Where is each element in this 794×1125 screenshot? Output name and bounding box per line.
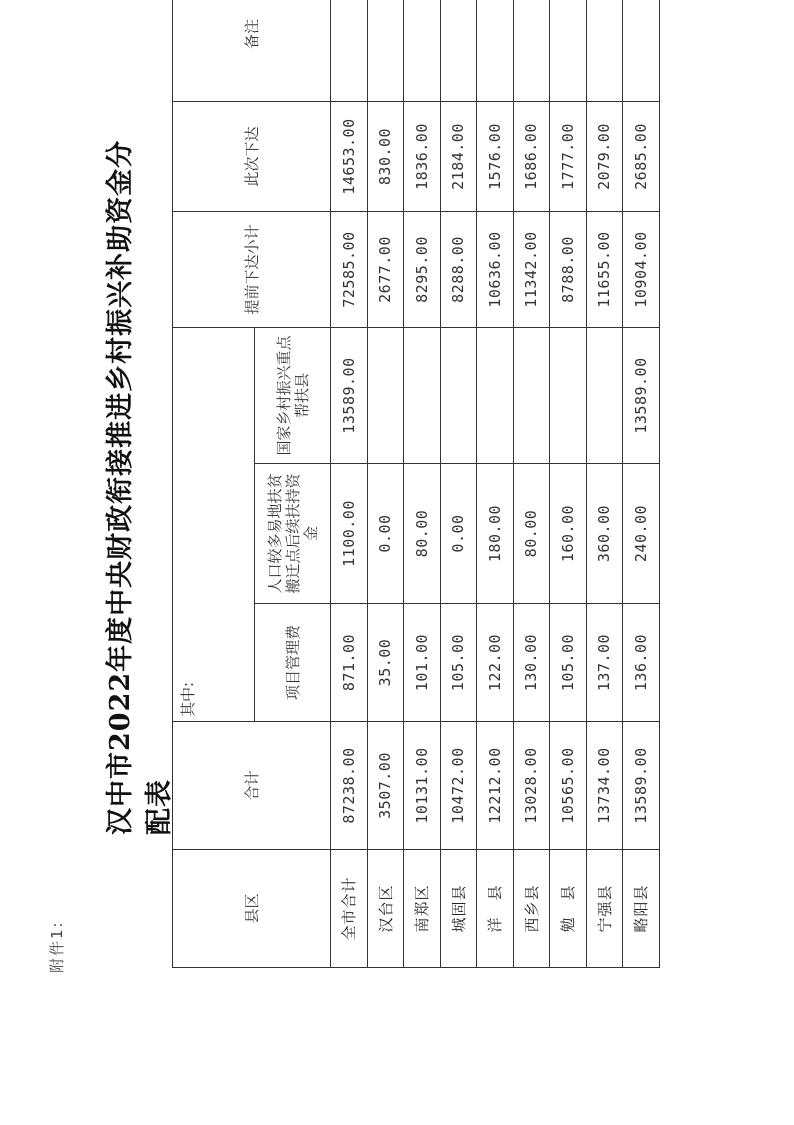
table-row (440, 0, 477, 968)
key-county-cell (513, 328, 550, 464)
remarks-cell (404, 0, 441, 102)
total-cell: 10131.00 (404, 722, 441, 850)
table-row (331, 0, 368, 968)
total-cell: 13028.00 (513, 722, 550, 850)
total-cell: 10472.00 (440, 722, 477, 850)
header-total: 合计 (173, 722, 331, 850)
county-cell: 西乡县 (513, 850, 550, 968)
table-row (550, 0, 587, 968)
table-title: 汉中市2022年度中央财政衔接推进乡村振兴补助资金分配表 (105, 139, 175, 835)
project-mgmt-cell: 105.00 (440, 604, 477, 722)
remarks-cell (623, 0, 660, 102)
key-county-cell (440, 328, 477, 464)
header-advance-subtotal: 提前下达小计 (173, 212, 331, 328)
this-time-cell: 1836.00 (404, 102, 441, 212)
advance-subtotal-cell: 8288.00 (440, 212, 477, 328)
key-county-cell (477, 328, 514, 464)
project-mgmt-cell: 122.00 (477, 604, 514, 722)
county-cell: 略阳县 (623, 850, 660, 968)
header-row-1 (173, 0, 255, 968)
relocation-cell: 0.00 (367, 464, 404, 604)
relocation-cell: 180.00 (477, 464, 514, 604)
this-time-cell: 2184.00 (440, 102, 477, 212)
total-cell: 13589.00 (623, 722, 660, 850)
table-row (404, 0, 441, 968)
project-mgmt-cell: 101.00 (404, 604, 441, 722)
key-county-cell: 13589.00 (331, 328, 368, 464)
key-county-cell (550, 328, 587, 464)
remarks-cell (331, 0, 368, 102)
project-mgmt-cell: 137.00 (586, 604, 623, 722)
remarks-cell (477, 0, 514, 102)
header-project-mgmt: 项目管理费 (255, 604, 331, 722)
advance-subtotal-cell: 8295.00 (404, 212, 441, 328)
county-cell: 全市合计 (331, 850, 368, 968)
county-cell: 南郑区 (404, 850, 441, 968)
this-time-cell: 830.00 (367, 102, 404, 212)
total-cell: 87238.00 (331, 722, 368, 850)
this-time-cell: 14653.00 (331, 102, 368, 212)
advance-subtotal-cell: 2677.00 (367, 212, 404, 328)
county-cell: 洋 县 (477, 850, 514, 968)
table-row (477, 0, 514, 968)
remarks-cell (550, 0, 587, 102)
total-cell: 13734.00 (586, 722, 623, 850)
relocation-cell: 160.00 (550, 464, 587, 604)
project-mgmt-cell: 105.00 (550, 604, 587, 722)
header-this-time: 此次下达 (173, 102, 331, 212)
header-remarks: 备注 (173, 0, 331, 102)
this-time-cell: 1576.00 (477, 102, 514, 212)
table-row (586, 0, 623, 968)
table-row (367, 0, 404, 968)
key-county-cell (404, 328, 441, 464)
county-cell: 勉 县 (550, 850, 587, 968)
remarks-cell (440, 0, 477, 102)
county-cell: 宁强县 (586, 850, 623, 968)
attachment-label: 附件1: (48, 920, 66, 973)
project-mgmt-cell: 136.00 (623, 604, 660, 722)
remarks-cell (367, 0, 404, 102)
relocation-cell: 1100.00 (331, 464, 368, 604)
advance-subtotal-cell: 10904.00 (623, 212, 660, 328)
table-row (513, 0, 550, 968)
this-time-cell: 2685.00 (623, 102, 660, 212)
advance-subtotal-cell: 11655.00 (586, 212, 623, 328)
key-county-cell (367, 328, 404, 464)
advance-subtotal-cell: 10636.00 (477, 212, 514, 328)
total-cell: 10565.00 (550, 722, 587, 850)
project-mgmt-cell: 130.00 (513, 604, 550, 722)
header-of-which: 其中: (173, 328, 255, 722)
advance-subtotal-cell: 11342.00 (513, 212, 550, 328)
this-time-cell: 1777.00 (550, 102, 587, 212)
header-county: 县区 (173, 850, 331, 968)
key-county-cell: 13589.00 (623, 328, 660, 464)
county-cell: 汉台区 (367, 850, 404, 968)
relocation-cell: 360.00 (586, 464, 623, 604)
advance-subtotal-cell: 8788.00 (550, 212, 587, 328)
this-time-cell: 1686.00 (513, 102, 550, 212)
total-cell: 12212.00 (477, 722, 514, 850)
advance-subtotal-cell: 72585.00 (331, 212, 368, 328)
allocation-table (172, 0, 660, 968)
key-county-cell (586, 328, 623, 464)
table-row (623, 0, 660, 968)
relocation-cell: 80.00 (404, 464, 441, 604)
county-cell: 城固县 (440, 850, 477, 968)
project-mgmt-cell: 871.00 (331, 604, 368, 722)
relocation-cell: 80.00 (513, 464, 550, 604)
project-mgmt-cell: 35.00 (367, 604, 404, 722)
this-time-cell: 2079.00 (586, 102, 623, 212)
header-key-county: 国家乡村振兴重点帮扶县 (255, 328, 331, 464)
remarks-cell (513, 0, 550, 102)
relocation-cell: 0.00 (440, 464, 477, 604)
total-cell: 3507.00 (367, 722, 404, 850)
remarks-cell (586, 0, 623, 102)
relocation-cell: 240.00 (623, 464, 660, 604)
header-relocation: 人口较多易地扶贫搬迁点后续扶持资金 (255, 464, 331, 604)
